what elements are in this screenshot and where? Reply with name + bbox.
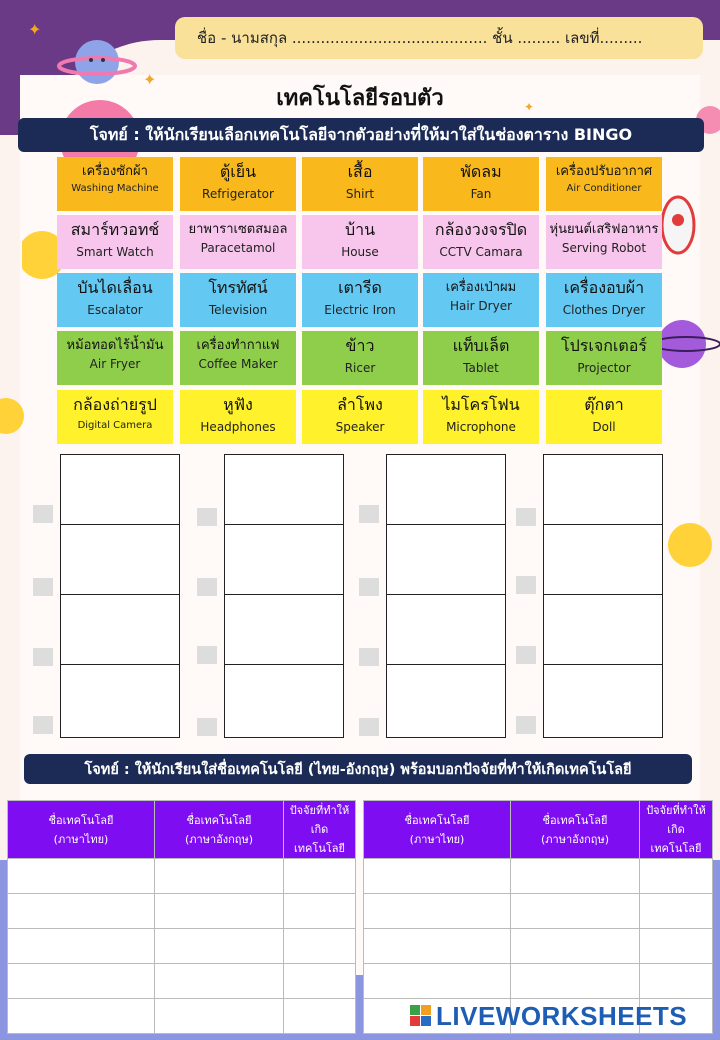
technology-card[interactable]: [546, 331, 662, 385]
drop-chip[interactable]: [359, 578, 379, 596]
card-thai-label: เครื่องซักผ้า: [82, 164, 148, 179]
technology-card[interactable]: [546, 157, 662, 211]
card-thai-label: กล้องวงจรปิด: [434, 220, 528, 239]
answer-input-cell[interactable]: [364, 964, 511, 999]
answer-input-cell[interactable]: [8, 999, 155, 1034]
card-english-label: Doll: [592, 420, 616, 434]
answer-input-cell[interactable]: [284, 999, 356, 1034]
sparkle-icon: ✦: [524, 100, 535, 114]
answer-input-cell[interactable]: [640, 964, 713, 999]
card-english-label: House: [341, 245, 379, 259]
card-english-label: Fan: [470, 187, 492, 201]
card-english-label: Headphones: [200, 420, 276, 434]
card-thai-label: หม้อทอดไร้น้ำมัน: [66, 338, 164, 353]
card-english-label: Projector: [577, 361, 631, 375]
student-info-line: ชื่อ - นามสกุล ......................................... ชั้น ......... เลขที่.........: [197, 29, 643, 47]
card-thai-label: เครื่องอบผ้า: [563, 278, 645, 297]
card-thai-label: สมาร์ทวอทช์: [70, 220, 160, 239]
card-english-label: Hair Dryer: [449, 299, 513, 313]
answer-table-right: [363, 800, 713, 1034]
drop-chip[interactable]: [33, 716, 53, 734]
card-english-label: Escalator: [87, 303, 143, 317]
drop-chip[interactable]: [197, 508, 217, 526]
bingo-drop-cell[interactable]: [387, 525, 505, 595]
technology-card[interactable]: [423, 331, 539, 385]
technology-card[interactable]: [57, 273, 173, 327]
technology-card[interactable]: [423, 157, 539, 211]
table-row: [364, 859, 713, 894]
star-icon-left: [0, 392, 30, 442]
technology-card[interactable]: [302, 273, 418, 327]
drop-chip[interactable]: [197, 578, 217, 596]
table-row: [8, 999, 356, 1034]
sparkle-icon: ✦: [28, 20, 42, 39]
card-thai-label: ตู้เย็น: [219, 162, 257, 181]
technology-card[interactable]: [180, 390, 296, 444]
technology-card[interactable]: [546, 215, 662, 269]
liveworksheets-logo: [410, 1000, 710, 1032]
answer-input-cell[interactable]: [8, 894, 155, 929]
drop-chip[interactable]: [33, 648, 53, 666]
drop-chip[interactable]: [516, 646, 536, 664]
table-row: [364, 929, 713, 964]
drop-chip[interactable]: [33, 505, 53, 523]
card-thai-label: เสื้อ: [347, 162, 373, 181]
drop-chip[interactable]: [359, 718, 379, 736]
drop-chip[interactable]: [197, 646, 217, 664]
bingo-drop-cell[interactable]: [387, 665, 505, 735]
column-header-thai-name: ชื่อเทคโนโลยี (ภาษาไทย): [8, 801, 155, 859]
table-row: [8, 929, 356, 964]
technology-card[interactable]: [546, 273, 662, 327]
technology-card[interactable]: [302, 215, 418, 269]
technology-card[interactable]: [180, 273, 296, 327]
card-thai-label: หูฟัง: [223, 395, 253, 414]
card-english-label: Shirt: [345, 187, 375, 201]
bingo-column: [543, 454, 663, 738]
card-english-label: Air Conditioner: [566, 183, 642, 194]
technology-card[interactable]: [302, 157, 418, 211]
table-row: [8, 859, 356, 894]
bingo-column: [224, 454, 344, 738]
bingo-drop-cell[interactable]: [544, 525, 662, 595]
card-thai-label: ยาพาราเซตสมอล: [188, 222, 288, 237]
card-thai-label: เครื่องปรับอากาศ: [555, 164, 653, 179]
answer-input-cell[interactable]: [364, 859, 511, 894]
bingo-column: [60, 454, 180, 738]
answer-input-cell[interactable]: [155, 999, 284, 1034]
technology-card[interactable]: [423, 390, 539, 444]
column-header-english-name: ชื่อเทคโนโลยี (ภาษาอังกฤษ): [155, 801, 284, 859]
card-thai-label: โทรทัศน์: [208, 278, 268, 297]
card-english-label: Digital Camera: [77, 420, 153, 431]
student-info-bar: [175, 17, 703, 59]
bingo-drop-cell[interactable]: [61, 665, 179, 735]
column-header-english-name: ชื่อเทคโนโลยี (ภาษาอังกฤษ): [511, 801, 640, 859]
answer-input-cell[interactable]: [364, 929, 511, 964]
drop-chip[interactable]: [197, 718, 217, 736]
drop-chip[interactable]: [516, 508, 536, 526]
card-english-label: Washing Machine: [71, 183, 159, 194]
logo-text: LIVEWORKSHEETS: [436, 1000, 688, 1031]
card-thai-label: ลำโพง: [337, 395, 383, 414]
drop-chip[interactable]: [359, 648, 379, 666]
technology-card[interactable]: [302, 331, 418, 385]
card-english-label: CCTV Camara: [439, 245, 523, 259]
table-row: [364, 894, 713, 929]
card-thai-label: กล้องถ่ายรูป: [73, 395, 157, 414]
bingo-drop-cell[interactable]: [61, 525, 179, 595]
card-thai-label: ตุ๊กตา: [584, 395, 624, 414]
card-english-label: Electric Iron: [324, 303, 396, 317]
technology-card[interactable]: [180, 157, 296, 211]
answer-input-cell[interactable]: [284, 929, 356, 964]
bingo-column: [386, 454, 506, 738]
drop-chip[interactable]: [516, 716, 536, 734]
drop-chip[interactable]: [516, 576, 536, 594]
table-row: [364, 964, 713, 999]
card-thai-label: บันไดเลื่อน: [77, 278, 153, 297]
answer-input-cell[interactable]: [155, 859, 284, 894]
bingo-drop-cell[interactable]: [387, 595, 505, 665]
answer-input-cell[interactable]: [640, 929, 713, 964]
answer-input-cell[interactable]: [640, 894, 713, 929]
answer-input-cell[interactable]: [511, 929, 640, 964]
bingo-drop-cell[interactable]: [225, 455, 343, 525]
card-english-label: Serving Robot: [561, 241, 647, 255]
technology-card[interactable]: [57, 331, 173, 385]
technology-card[interactable]: [57, 157, 173, 211]
answer-input-cell[interactable]: [8, 929, 155, 964]
technology-card[interactable]: [180, 331, 296, 385]
card-thai-label: เตารีด: [338, 278, 382, 297]
answer-table-left: [7, 800, 356, 1034]
answer-input-cell[interactable]: [155, 894, 284, 929]
card-english-label: Tablet: [463, 361, 499, 375]
bingo-drop-cell[interactable]: [225, 665, 343, 735]
technology-card[interactable]: [546, 390, 662, 444]
technology-card[interactable]: [423, 215, 539, 269]
table-row: [8, 894, 356, 929]
card-english-label: Paracetamol: [200, 241, 276, 255]
bingo-drop-cell[interactable]: [544, 455, 662, 525]
card-thai-label: โปรเจกเตอร์: [561, 336, 647, 355]
star-icon-right: [660, 515, 720, 575]
card-english-label: Smart Watch: [76, 245, 154, 259]
bingo-drop-cell[interactable]: [225, 595, 343, 665]
drop-chip[interactable]: [359, 505, 379, 523]
technology-card[interactable]: [180, 215, 296, 269]
card-english-label: Coffee Maker: [198, 357, 278, 371]
answer-input-cell[interactable]: [511, 859, 640, 894]
answer-input-cell[interactable]: [8, 859, 155, 894]
purple-planet-icon: [652, 310, 720, 380]
answer-input-cell[interactable]: [511, 894, 640, 929]
card-english-label: Television: [208, 303, 268, 317]
bingo-drop-cell[interactable]: [61, 455, 179, 525]
liveworksheets-mark-icon: [410, 1005, 432, 1027]
bingo-drop-cell[interactable]: [61, 595, 179, 665]
technology-card[interactable]: [302, 390, 418, 444]
instruction-table: โจทย์ : ให้นักเรียนใส่ชื่อเทคโนโลยี (ไทย-อังกฤษ) พร้อมบอกปัจจัยที่ทำให้เกิดเทคโนโลยี: [24, 754, 692, 784]
answer-input-cell[interactable]: [155, 929, 284, 964]
answer-input-cell[interactable]: [364, 894, 511, 929]
bingo-drop-cell[interactable]: [544, 665, 662, 735]
answer-input-cell[interactable]: [155, 964, 284, 999]
bingo-drop-cell[interactable]: [387, 455, 505, 525]
answer-input-cell[interactable]: [284, 964, 356, 999]
column-header-factor: ปัจจัยที่ทำให้ เกิดเทคโนโลยี: [284, 801, 356, 859]
card-english-label: Microphone: [446, 420, 516, 434]
card-english-label: Refrigerator: [202, 187, 274, 201]
bingo-drop-cell[interactable]: [225, 525, 343, 595]
technology-card[interactable]: [57, 215, 173, 269]
answer-input-cell[interactable]: [8, 964, 155, 999]
answer-input-cell[interactable]: [284, 859, 356, 894]
column-header-thai-name: ชื่อเทคโนโลยี (ภาษาไทย): [364, 801, 511, 859]
bingo-drop-cell[interactable]: [544, 595, 662, 665]
card-thai-label: บ้าน: [344, 220, 376, 239]
card-english-label: Ricer: [344, 361, 376, 375]
drop-chip[interactable]: [33, 578, 53, 596]
card-thai-label: ข้าว: [345, 336, 375, 355]
card-thai-label: หุ่นยนต์เสริฟอาหาร: [549, 222, 659, 237]
card-english-label: Air Fryer: [89, 357, 141, 371]
card-thai-label: พัดลม: [460, 162, 502, 181]
technology-card[interactable]: [423, 273, 539, 327]
table-row: [8, 964, 356, 999]
card-thai-label: ไมโครโฟน: [442, 395, 520, 414]
card-english-label: Clothes Dryer: [562, 303, 646, 317]
answer-input-cell[interactable]: [640, 859, 713, 894]
card-thai-label: แท็บเล็ต: [452, 336, 510, 355]
card-thai-label: เครื่องทำกาแฟ: [196, 338, 280, 353]
answer-input-cell[interactable]: [284, 894, 356, 929]
page-title: เทคโนโลยีรอบตัว: [276, 86, 444, 111]
answer-input-cell[interactable]: [511, 964, 640, 999]
column-header-factor: ปัจจัยที่ทำให้ เกิดเทคโนโลยี: [640, 801, 713, 859]
card-english-label: Speaker: [335, 420, 385, 434]
technology-card[interactable]: [57, 390, 173, 444]
card-thai-label: เครื่องเป่าผม: [445, 280, 517, 295]
sparkle-icon: ✦: [143, 70, 157, 89]
instruction-bingo: โจทย์ : ให้นักเรียนเลือกเทคโนโลยีจากตัวอย่างที่ให้มาใส่ในช่องตาราง BINGO: [18, 118, 704, 152]
